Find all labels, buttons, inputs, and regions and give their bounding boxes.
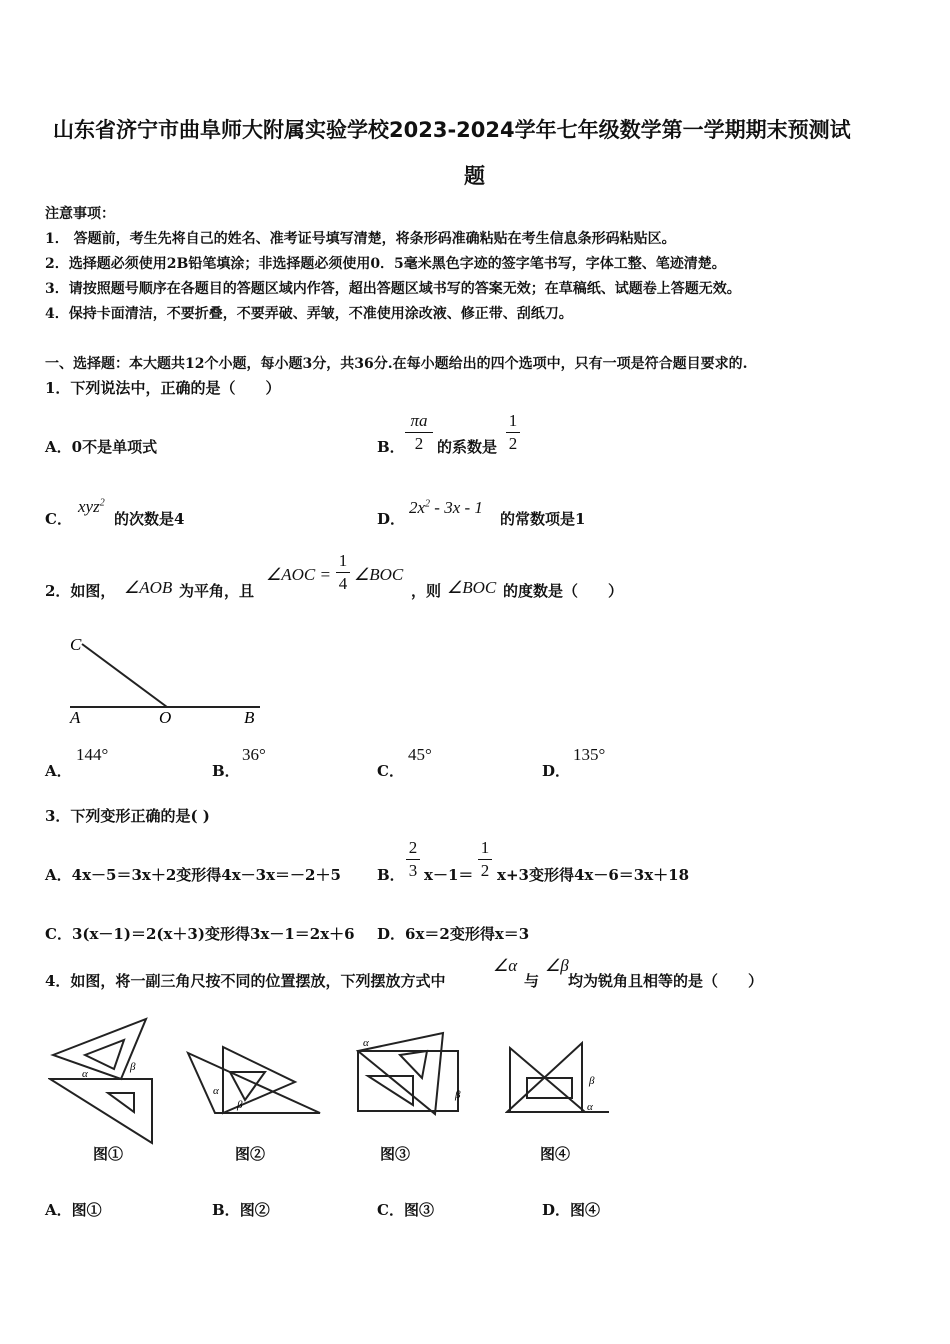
- q1-option-d-label: D．: [377, 510, 406, 528]
- option-value: 图④: [570, 1201, 601, 1219]
- q4-caption-3: 图③: [380, 1145, 411, 1163]
- notice-item: 3．请按照题号顺序在各题目的答题区域内作答，超出答题区域书写的答案无效；在草稿纸、试题卷上答题无效。: [45, 281, 741, 297]
- beta-mark: β: [589, 1075, 595, 1087]
- q3-stem: 3．下列变形正确的是( ): [45, 807, 210, 825]
- q2-stem-part: ，则: [411, 582, 442, 600]
- q4-option-c: [377, 1199, 434, 1220]
- exponent: 2: [99, 497, 105, 509]
- alpha-mark: α: [213, 1085, 219, 1097]
- exponent: 2: [425, 498, 431, 510]
- option-label: C．: [377, 1201, 404, 1219]
- q4-figure-3: [355, 1028, 470, 1120]
- notice-item: 1． 答题前，考生先将自己的姓名、准考证号填写清楚，将条形码准确粘贴在考生信息条形码粘贴区。: [45, 231, 676, 247]
- q1-option-b-label: B．: [377, 438, 405, 456]
- q3-b-text: x－1＝: [424, 866, 474, 884]
- q2-eq-right: ∠BOC: [354, 565, 404, 584]
- q3-option-d: D．6x＝2变形得x＝3: [377, 925, 530, 943]
- label-a: A: [70, 708, 81, 727]
- fraction-numerator: 2: [408, 838, 418, 857]
- q2-option-a-value: 144°: [76, 745, 109, 764]
- q1-d-expression: [409, 498, 483, 518]
- notice-item: 2．选择题必须使用2B铅笔填涂；非选择题必须使用0．5毫米黑色字迹的签字笔书写，字体工整、笔迹清楚。: [45, 256, 726, 272]
- q4-figure-2: [185, 1040, 325, 1120]
- q1-c-expression: [78, 497, 105, 517]
- option-label: A．: [45, 438, 72, 456]
- beta-mark: β: [455, 1089, 461, 1101]
- label-c: C: [70, 635, 82, 654]
- q1-c-text: 的次数是4: [114, 510, 185, 528]
- q4-caption-2: 图②: [235, 1145, 266, 1163]
- q1-option-c-label: C．: [45, 510, 72, 528]
- fraction-denominator: 2: [508, 434, 518, 453]
- fraction-numerator: 1: [338, 551, 348, 570]
- q1-d-text: 的常数项是1: [500, 510, 586, 528]
- q1-b-fraction2: [506, 411, 520, 454]
- q2-eq-left: ∠AOC =: [266, 565, 331, 584]
- q4-stem-part: 均为锐角且相等的是（ ）: [568, 972, 764, 990]
- option-value: 图②: [239, 1201, 270, 1219]
- label-b: B: [244, 708, 255, 727]
- q1-option-a: [45, 436, 157, 457]
- q3-b-fraction1: [406, 838, 420, 881]
- q4-figure-4: [505, 1038, 615, 1118]
- page-title-line1: 山东省济宁市曲阜师大附属实验学校2023-2024学年七年级数学第一学期期末预测试: [53, 118, 851, 142]
- fraction-denominator: 2: [414, 434, 424, 453]
- option-text: 0不是单项式: [71, 438, 158, 456]
- page-title-line2: 题: [464, 164, 485, 188]
- q3-option-b-label: B．: [377, 866, 405, 884]
- q1-b-fraction: [405, 411, 433, 454]
- q4-stem-part: 与: [524, 972, 540, 990]
- q4-beta: ∠β: [545, 956, 569, 975]
- notice-item: 4．保持卡面清洁，不要折叠，不要弄破、弄皱，不准使用涂改液、修正带、刮纸刀。: [45, 306, 573, 322]
- q4-caption-4: 图④: [540, 1145, 571, 1163]
- q2-option-d-label: D．: [542, 762, 571, 780]
- q2-option-c-label: C．: [377, 762, 404, 780]
- option-value: 图①: [71, 1201, 102, 1219]
- expr: xyz: [78, 497, 100, 516]
- expr: - 3x - 1: [430, 498, 483, 517]
- option-label: D．: [542, 1201, 571, 1219]
- q1-stem: 1．下列说法中，正确的是（ ）: [45, 379, 281, 397]
- alpha-mark: α: [363, 1037, 369, 1049]
- option-label: A．: [45, 1201, 72, 1219]
- q4-option-a: [45, 1199, 102, 1220]
- option-value: 图③: [403, 1201, 434, 1219]
- expr: 2x: [409, 498, 426, 517]
- q4-stem-part: 4．如图，将一副三角尺按不同的位置摆放，下列摆放方式中: [45, 972, 446, 990]
- q2-option-d-value: 135°: [573, 745, 606, 764]
- q4-caption-1: 图①: [93, 1145, 124, 1163]
- fraction-denominator: 4: [338, 574, 348, 593]
- q1-b-text: 的系数是: [437, 438, 498, 456]
- alpha-mark: α: [82, 1068, 88, 1080]
- alpha-mark: α: [587, 1101, 593, 1113]
- q2-stem-part: 的度数是（ ）: [503, 582, 624, 600]
- fraction-denominator: 2: [480, 861, 490, 880]
- q2-eq-fraction: [336, 551, 350, 594]
- option-label: B．: [212, 1201, 240, 1219]
- q3-b-fraction2: [478, 838, 492, 881]
- q4-option-b: [212, 1199, 270, 1220]
- q2-stem-part: 为平角，且: [179, 582, 255, 600]
- fraction-numerator: πa: [410, 411, 428, 430]
- q2-angle-figure: [60, 628, 280, 728]
- q2-option-a-label: A．: [45, 762, 72, 780]
- beta-mark: β: [130, 1061, 136, 1073]
- fraction-numerator: 1: [480, 838, 490, 857]
- q2-option-b-value: 36°: [242, 745, 266, 764]
- q3-option-a: A．4x－5＝3x＋2变形得4x－3x＝－2＋5: [45, 866, 341, 884]
- section-heading: 一、选择题：本大题共12个小题，每小题3分，共36分.在每小题给出的四个选项中，只有一项是符合题目要求的.: [45, 356, 748, 372]
- q4-option-d: [542, 1199, 600, 1220]
- ray-oc: [82, 644, 167, 707]
- fraction-numerator: 1: [508, 411, 518, 430]
- fraction-denominator: 3: [408, 861, 418, 880]
- q4-alpha: ∠α: [493, 956, 518, 975]
- q2-angle-aob: ∠AOB: [124, 578, 173, 597]
- q4-figure-1: [48, 1015, 158, 1145]
- notice-heading: 注意事项：: [45, 206, 115, 222]
- q2-option-b-label: B．: [212, 762, 240, 780]
- label-o: O: [159, 708, 172, 727]
- q2-stem-part: 2．如图，: [45, 582, 116, 600]
- q3-option-c: C．3(x－1)＝2(x＋3)变形得3x－1＝2x＋6: [45, 925, 355, 943]
- q2-angle-boc: ∠BOC: [447, 578, 497, 597]
- q2-option-c-value: 45°: [408, 745, 432, 764]
- beta-mark: β: [237, 1099, 243, 1111]
- q3-b-tail: x+3变形得4x－6＝3x＋18: [497, 866, 690, 884]
